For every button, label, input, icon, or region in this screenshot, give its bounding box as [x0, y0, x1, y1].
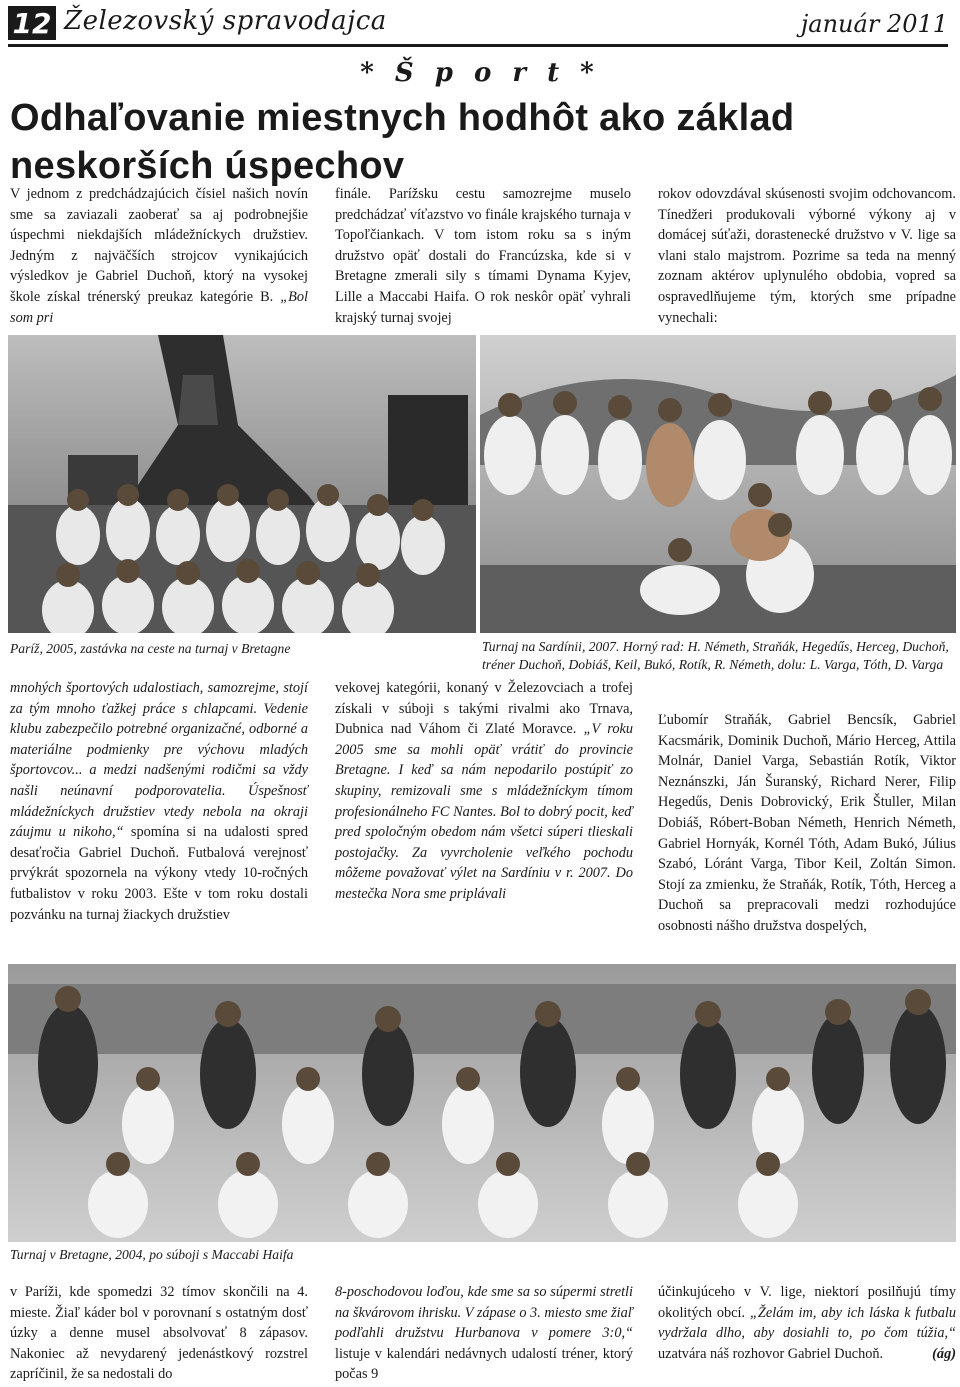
- column-1-top-quote: „Bol som pri: [10, 288, 309, 326]
- caption-sardinia: Turnaj na Sardínii, 2007. Horný rad: H. Németh, Straňák, Hegedűs, Herceg, Duchoň, tréner Duchoň, Dobiáš, Keil, Bukó, Rotík, R. Németh, dolu: L. Varga, Tóth, D. Varga: [482, 639, 949, 672]
- caption-bretagne: Turnaj v Bretagne, 2004, po súboji s Maccabi Haifa: [10, 1247, 294, 1262]
- column-2-bottom-quote: 8-poschodovou loďou, kde sme sa so súpermi stretli na škvárovom ihrisku. V zápase o 3. miesto sme žiaľ podľahli družstvu Hurbanova v pomere 3:0,“: [335, 1284, 633, 1342]
- column-1-top-text: V jednom z predchádzajúcich čísiel našich novín sme sa zaviazali zaoberať sa aj podrobnejšie úspechmi niekdajších mládežníckych družstiev. Jedným z najväčších strojcov vynikajúcich výsledkov je Gabriel Duchoň, ktorý na vysokej škole získal trénerský preukaz kategórie B.: [10, 186, 308, 305]
- author-signature: (ág): [932, 1345, 956, 1362]
- column-2-middle: [335, 678, 633, 905]
- column-1-middle-text: spomína si na udalosti spred desaťročia Gabriel Duchoň. Futbalová verejnosť prvýkrát spozornela na výkony vtedy 10-ročných futbalistov v roku 2003. Ešte v tom roku dostali pozvánku na turnaj žiackych družstiev: [10, 824, 308, 923]
- column-2-bottom-text: listuje v kalendári nedávnych udalostí tréner, ktorý počas 9: [335, 1345, 633, 1383]
- column-3-bottom-text: účinkujúceho v V. lige, niektorí posilňujú tímy okolitých obcí.: [658, 1284, 956, 1321]
- sardinia-photo-image: [480, 335, 956, 633]
- bretagne-team-photo: [8, 964, 956, 1242]
- column-2-middle-text: vekovej kategórii, konaný v Železovciach a trofej získali v súboji s takými rivalmi ako Trnava, Dubnica nad Váhom či Zlaté Moravce.: [335, 680, 633, 738]
- page-number: 12: [8, 6, 56, 40]
- column-2-bottom: [335, 1282, 633, 1385]
- column-3-bottom-quote: „Želám im, aby ich láska k futbalu vydržala dlho, aby dosiahli to, po čom túžia,“: [658, 1304, 956, 1342]
- column-3-bottom-closing: uzatvára náš rozhovor Gabriel Duchoň.: [658, 1345, 884, 1362]
- column-3-bottom: [658, 1282, 956, 1364]
- masthead: Železovský spravodajca: [64, 6, 387, 36]
- caption-paris: Paríž, 2005, zastávka na ceste na turnaj v Bretagne: [10, 641, 291, 656]
- column-2-top: finále. Parížsku cestu samozrejme muselo predchádzať víťazstvo vo finále krajského turnaja v Topoľčiankach. V tom istom roku sa s iným družstvo opäť dostali do Francúzska, kde si v Bretagne zmerali sily s tímami Dynama Kyjev, Lille a Maccabi Haifa. O rok neskôr opäť vyhrali krajský turnaj svojej: [335, 186, 631, 326]
- bretagne-photo-image: [8, 964, 956, 1242]
- column-1-middle: [10, 678, 308, 925]
- sardinia-team-photo: [480, 335, 956, 633]
- header-rule: [8, 44, 948, 47]
- column-2-middle-quote: „V roku 2005 sme sa mohli opäť vrátiť do provincie Bretagne. I keď sa nám nepodarilo postúpiť zo skupiny, remizovali sme s mládežníckym tímom profesionálneho FC Nantes. Bol to dobrý pocit, keď pred spoločným obedom nám všetci súperi tlieskali postojačky. Za vyvrcholenie veľkého pochodu môžeme považovať výlet na Sardíniu v r. 2007. Do mestečka Nora sme priplávali: [335, 721, 633, 902]
- issue-date: január 2011: [800, 10, 948, 38]
- paris-team-photo: [8, 335, 476, 633]
- column-3-top: rokov odovzdával skúsenosti svojim odchovancom. Tínedžeri produkovali výborné výkony aj v domácej súťaži, dorastenecké družstvo v V. lige sa vlani stalo majstrom. Pozrime sa teda na menný zoznam aktérov uplynulého obdobia, vopred sa ospravedlňujeme tým, ktorých sme prípadne vynechali:: [658, 186, 956, 326]
- section-title: * Š p o r t *: [360, 58, 600, 88]
- column-1-top: [10, 184, 308, 328]
- column-3-middle-player-list: Ľubomír Straňák, Gabriel Bencsík, Gabriel Kacsmárik, Dominik Duchoň, Mário Herceg, Attila Molnár, Daniel Varga, Sebastián Rotík, Viktor Neznánszki, Ján Šuranský, Richard Nerer, Filip Hegedűs, Denis Dobrovický, Erik Štuller, Milan Dobiáš, Róbert-Boban Németh, Henrich Németh, Gabriel Hornyák, Kornél Tóth, Adam Bukó, Július Szabó, Lóránt Varga, Tibor Keil, Zoltán Simon. Stojí za zmienku, že Straňák, Rotík, Tóth, Herceg a Duchoň sa prepracovali medzi rozhodujúce osobnosti nášho družstva dospelých,: [658, 712, 956, 934]
- column-1-middle-quote: mnohých športových udalostiach, samozrejme, stojí za tým mnoho ťažkej práce s chlapcami. Vedenie klubu zabezpečilo potrebné organizačné, odborné a materiálne podmienky pre výchovu mladých športovcov... a medzi nadšenými rodičmi sa vždy našli neúnavní podporovatelia. Úspešnosť mládežníckych družstiev vtedy nebola na okraji záujmu u nikoho,“: [10, 680, 308, 841]
- article-headline: Odhaľovanie miestnych hodhôt ako základ neskorších úspechov: [10, 97, 795, 187]
- paris-photo-image: [8, 335, 476, 633]
- column-1-bottom: v Paríži, kde spomedzi 32 tímov skončili na 4. mieste. Žiaľ káder bol v porovnaní s ostatným dosť úzky a denne musel absolvovať 8 zápasov. Nakoniec až nevydarený jedenástkový rozstrel zapríčinil, že sa nedostali do: [10, 1284, 308, 1383]
